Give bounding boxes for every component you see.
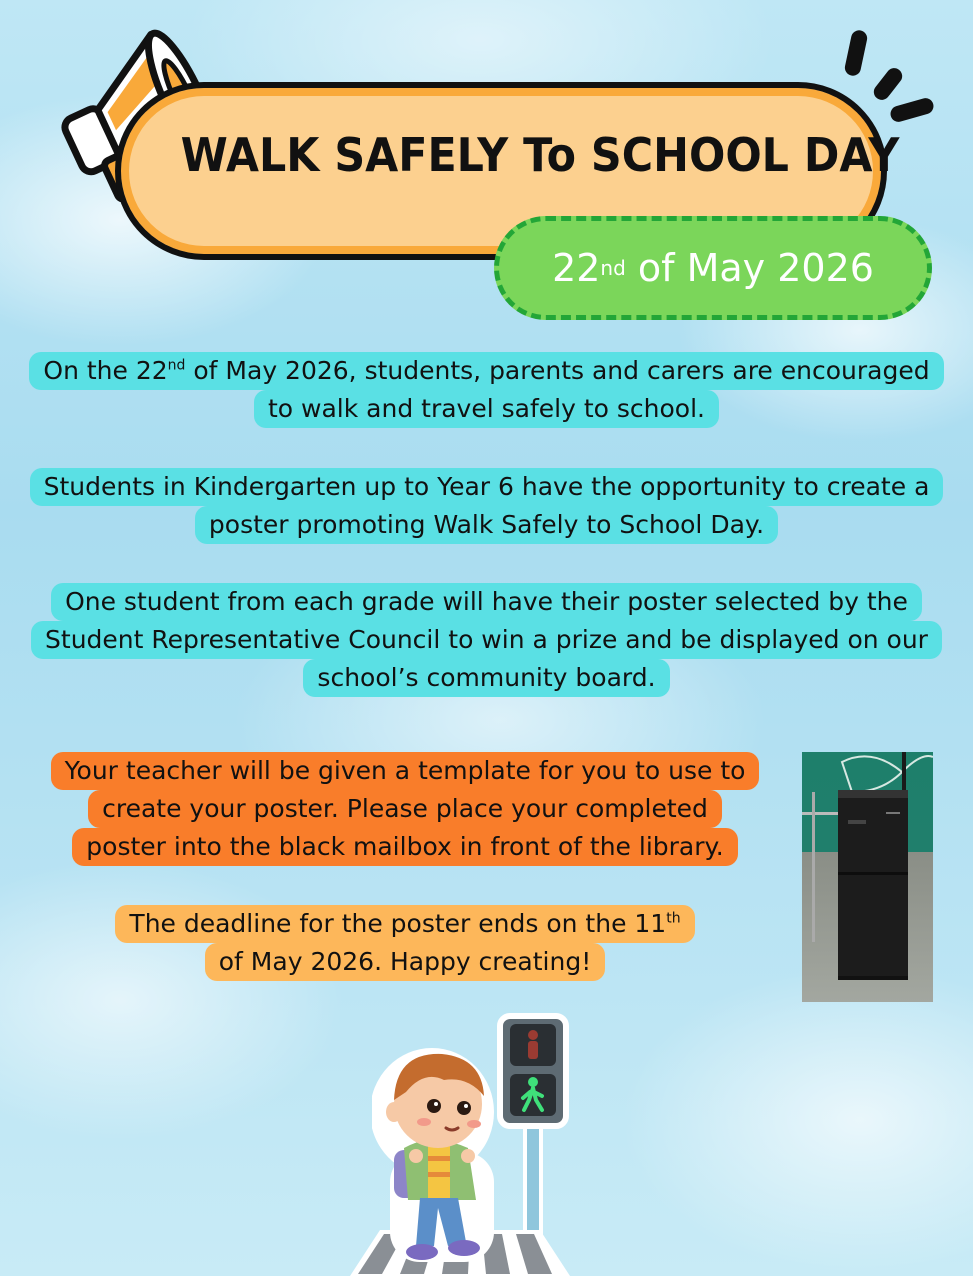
info-paragraph-3: [10, 583, 963, 697]
text-segment: of May 2026, students, parents and carers are encouraged: [185, 356, 930, 385]
instructions-paragraph: [30, 752, 780, 866]
date-suffix: nd: [600, 256, 626, 280]
paragraph-line: Student Representative Council to win a prize and be displayed on our: [31, 621, 942, 659]
deadline-paragraph: [30, 905, 780, 981]
info-paragraph-1: [10, 352, 963, 428]
paragraph-line: Students in Kindergarten up to Year 6 have the opportunity to create a: [30, 468, 944, 506]
page-title: WALK SAFELY To SCHOOL DAY: [180, 128, 900, 182]
paragraph-line: create your poster. Please place your completed: [88, 790, 722, 828]
ordinal-suffix: nd: [167, 357, 186, 374]
paragraph-line: of May 2026. Happy creating!: [205, 943, 605, 981]
burst-line: [889, 96, 936, 124]
text-segment: On the 22: [43, 356, 168, 385]
paragraph-line: school’s community board.: [303, 659, 669, 697]
burst-line: [871, 65, 906, 103]
info-paragraph-2: [10, 468, 963, 544]
date-day: 22: [552, 246, 601, 290]
burst-line: [843, 29, 868, 77]
paragraph-line: Your teacher will be given a template for you to use to: [51, 752, 760, 790]
ordinal-suffix: th: [666, 910, 681, 927]
mailbox-photo: [802, 752, 933, 1002]
child-illustration: [372, 1032, 512, 1276]
paragraph-line: to walk and travel safely to school.: [254, 390, 719, 428]
date-badge: [494, 216, 932, 320]
paragraph-line: One student from each grade will have their poster selected by the: [51, 583, 922, 621]
paragraph-line: [115, 905, 694, 943]
text-segment: The deadline for the poster ends on the 11: [129, 909, 667, 938]
paragraph-line: poster into the black mailbox in front of the library.: [72, 828, 737, 866]
date-rest: of May 2026: [625, 246, 874, 290]
paragraph-line: poster promoting Walk Safely to School Day.: [195, 506, 778, 544]
paragraph-line: [29, 352, 943, 390]
